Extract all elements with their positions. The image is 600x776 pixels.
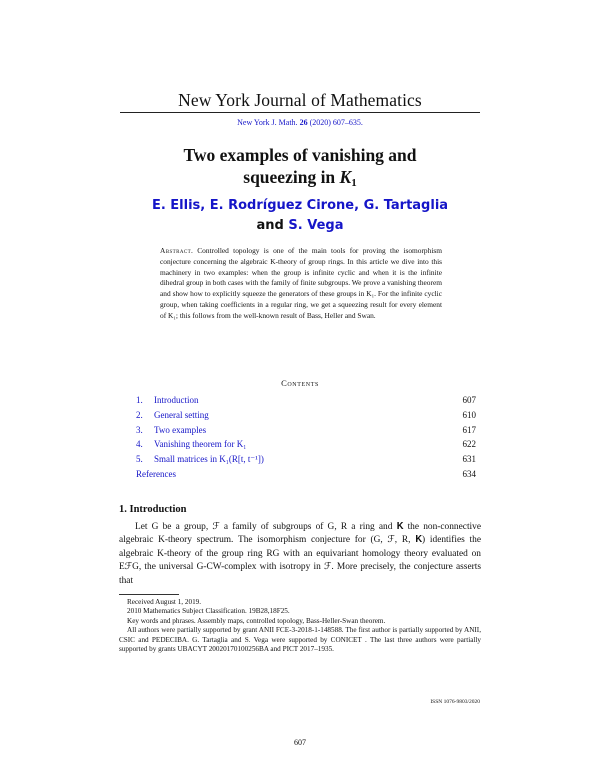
toc-page: 610 <box>462 409 476 420</box>
toc-number: 5. <box>136 454 143 465</box>
paper-title <box>0 144 600 194</box>
paper-title-subscript: 1 <box>351 177 357 189</box>
contents-heading: Contents <box>281 378 319 388</box>
citation-prefix: New York J. Math. <box>237 118 298 127</box>
toc-number: 1. <box>136 395 143 405</box>
issn: ISSN 1076-9803/2020 <box>430 699 480 705</box>
toc-label: Introduction <box>154 395 199 405</box>
journal-title: New York Journal of Mathematics <box>178 90 422 110</box>
author-link[interactable]: S. Vega <box>288 218 344 233</box>
paper-title-line1: Two examples of vanishing and <box>183 145 417 165</box>
toc-number: 2. <box>136 409 143 420</box>
abstract: Abstract. Controlled topology is one of the main tools for proving the isomorphism conjecture concerning the algebraic K-theory of group rings. In this article we dive into this machinery in two examples: when the group is infinite cyclic and when it is the infinite dihedral group in both cases with the family of finite subgroups. We prove a vanishing theorem and show how to explicitly squeeze the generators of these groups in K₁. For the infinite cyclic group, when taking coefficients in a regular ring, we get a squeezing result for every element of K₁; this follows from the well-known result of Bass, Heller and Swan. <box>160 246 442 320</box>
journal-citation[interactable] <box>0 118 600 127</box>
author-link[interactable]: E. Rodríguez Cirone <box>209 198 355 213</box>
author-link[interactable]: E. Ellis <box>151 198 201 213</box>
intro-paragraph: Let G be a group, ℱ a family of subgroups of G, R a ring and 𝐊 the non-connective algebraic K-theory spectrum. The isomorphism conjecture for (G, ℱ, R, 𝐊) identifies the algebraic K-theory of the group ring RG with an equivariant homology theory evaluated on EℱG, the universal G-CW-complex with isotropy in ℱ. More precisely, the conjecture asserts that <box>119 522 481 586</box>
footnote-rule <box>119 594 179 595</box>
toc-label: Vanishing theorem for K₁ <box>154 439 247 450</box>
toc-page: 634 <box>462 468 476 479</box>
author-link[interactable]: G. Tartaglia <box>363 198 449 213</box>
toc-entry[interactable] <box>136 423 476 438</box>
toc-entry[interactable] <box>136 437 476 452</box>
citation-volume: 26 <box>299 118 308 127</box>
citation-suffix: (2020) 607–635. <box>309 118 363 127</box>
toc-entry[interactable] <box>136 467 476 482</box>
footnote-keywords: Key words and phrases. Assembly maps, controlled topology, Bass-Heller-Swan theorem. <box>127 616 386 625</box>
toc-page: 607 <box>462 395 476 405</box>
footnote-support: All authors were partially supported by grant ANII FCE-3-2018-1-148588. The first author is partially supported by ANII, CSIC and PEDECIBA. G. Tartaglia and S. Vega were supported by CONICET . The last three authors were partially supported by grants UBACYT 20020170100256BA and PICT 2017–1935. <box>119 626 481 654</box>
toc-page: 622 <box>462 439 476 450</box>
toc-label: General setting <box>154 409 209 420</box>
abstract-label: Abstract <box>160 246 192 255</box>
toc-label: Small matrices in K₁(R[t, t⁻¹]) <box>154 454 264 465</box>
abstract-text: Controlled topology is one of the main tools for proving the isomorphism conjecture concerning the algebraic K-theory of group rings. In this article we dive into this machinery in two examples: when the group is infinite cyclic and when it is the infinite dihedral group in both cases with the family of finite subgroups. We prove a vanishing theorem and show how to explicitly squeeze the generators of these groups in K₁. For the infinite cyclic group, when taking coefficients in a regular ring, we get a squeezing result for every element of K₁; this follows from the well-known result of Bass, Heller and Swan. <box>160 246 442 320</box>
section-heading: 1. Introduction <box>119 504 187 515</box>
intro-text <box>119 521 481 588</box>
toc-number: 4. <box>136 439 143 450</box>
paper-title-line2 <box>0 166 600 194</box>
toc-entry[interactable] <box>136 408 476 423</box>
paper-title-symbol: K <box>339 167 352 187</box>
paper-title-line2-text: squeezing in <box>243 167 336 187</box>
toc-number: 3. <box>136 424 143 435</box>
toc-entry[interactable] <box>136 452 476 467</box>
author-list <box>0 196 600 236</box>
toc-label: References <box>136 468 176 479</box>
toc-label: Two examples <box>154 424 207 435</box>
footnote-msc: 2010 Mathematics Subject Classification. 19B28,18F25. <box>127 607 290 616</box>
toc-page: 617 <box>462 424 476 435</box>
author-line1: E. Ellis, E. Rodríguez Cirone, G. Tartaglia <box>151 198 449 213</box>
author-conjunction: and <box>256 218 284 233</box>
table-of-contents <box>136 393 476 482</box>
toc-entry[interactable] <box>136 393 476 408</box>
page-number: 607 <box>294 738 306 747</box>
toc-page: 631 <box>462 454 476 465</box>
header-rule <box>120 112 480 113</box>
footnote-received: Received August 1, 2019. <box>127 598 202 606</box>
author-line2 <box>0 216 600 236</box>
footnotes <box>119 598 481 654</box>
